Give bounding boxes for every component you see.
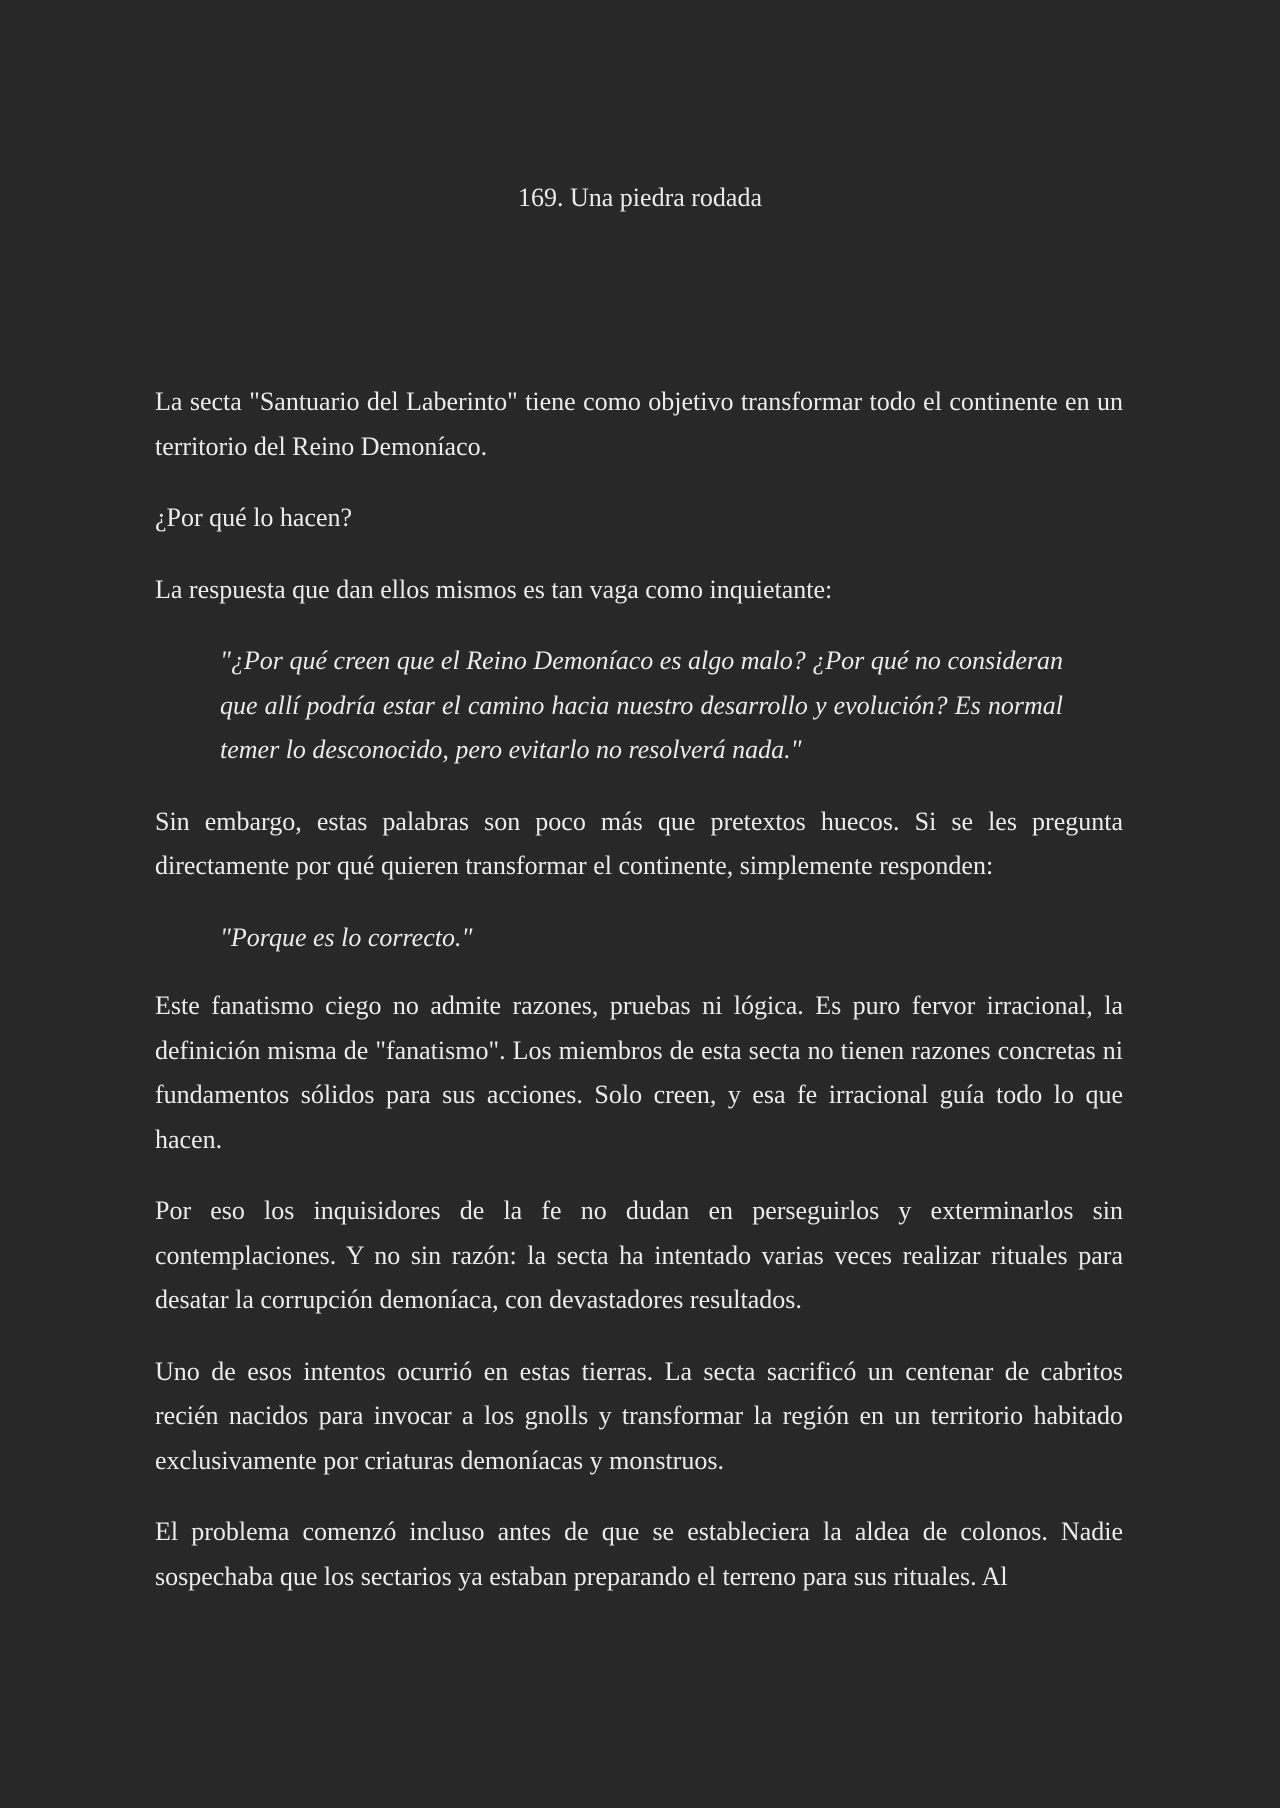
chapter-title: 169. Una piedra rodada <box>517 183 763 212</box>
chapter-body <box>155 380 1123 1626</box>
block-quote: "¿Por qué creen que el Reino Demoníaco es algo malo? ¿Por qué no consideran que allí podría estar el camino hacia nuestro desarrollo y evolución? Es normal temer lo desconocido, pero evitarlo no resolverá nada." <box>220 646 1063 764</box>
page-bottom-margin <box>0 1612 1280 1808</box>
paragraph: El problema comenzó incluso antes de que se estableciera la aldea de colonos. Nadie sospechaba que los sectarios ya estaban preparando el terreno para sus rituales. Al <box>155 1517 1123 1591</box>
paragraph: La respuesta que dan ellos mismos es tan vaga como inquietante: <box>155 574 833 604</box>
block-quote: "Porque es lo correcto." <box>220 922 473 952</box>
paragraph: Este fanatismo ciego no admite razones, pruebas ni lógica. Es puro fervor irracional, la definición misma de "fanatismo". Los miembros de esta secta no tienen razones concretas ni fundamentos sólidos para sus acciones. Solo creen, y esa fe irracional guía todo lo que hacen. <box>155 991 1123 1154</box>
paragraph: ¿Por qué lo hacen? <box>155 503 353 532</box>
paragraph: Sin embargo, estas palabras son poco más que pretextos huecos. Si se les pregunta directamente por qué quieren transformar el continente, simplemente responden: <box>155 806 1123 880</box>
paragraph: La secta "Santuario del Laberinto" tiene como objetivo transformar todo el continente en un territorio del Reino Demoníaco. <box>155 387 1123 461</box>
paragraph: Uno de esos intentos ocurrió en estas tierras. La secta sacrificó un centenar de cabritos recién nacidos para invocar a los gnolls y transformar la región en un territorio habitado exclusivamente por criaturas demoníacas y monstruos. <box>155 1356 1123 1475</box>
paragraph: Por eso los inquisidores de la fe no dudan en perseguirlos y exterminarlos sin contemplaciones. Y no sin razón: la secta ha intentado varias veces realizar rituales para desatar la corrupción demoníaca, con devastadores resultados. <box>155 1196 1123 1314</box>
